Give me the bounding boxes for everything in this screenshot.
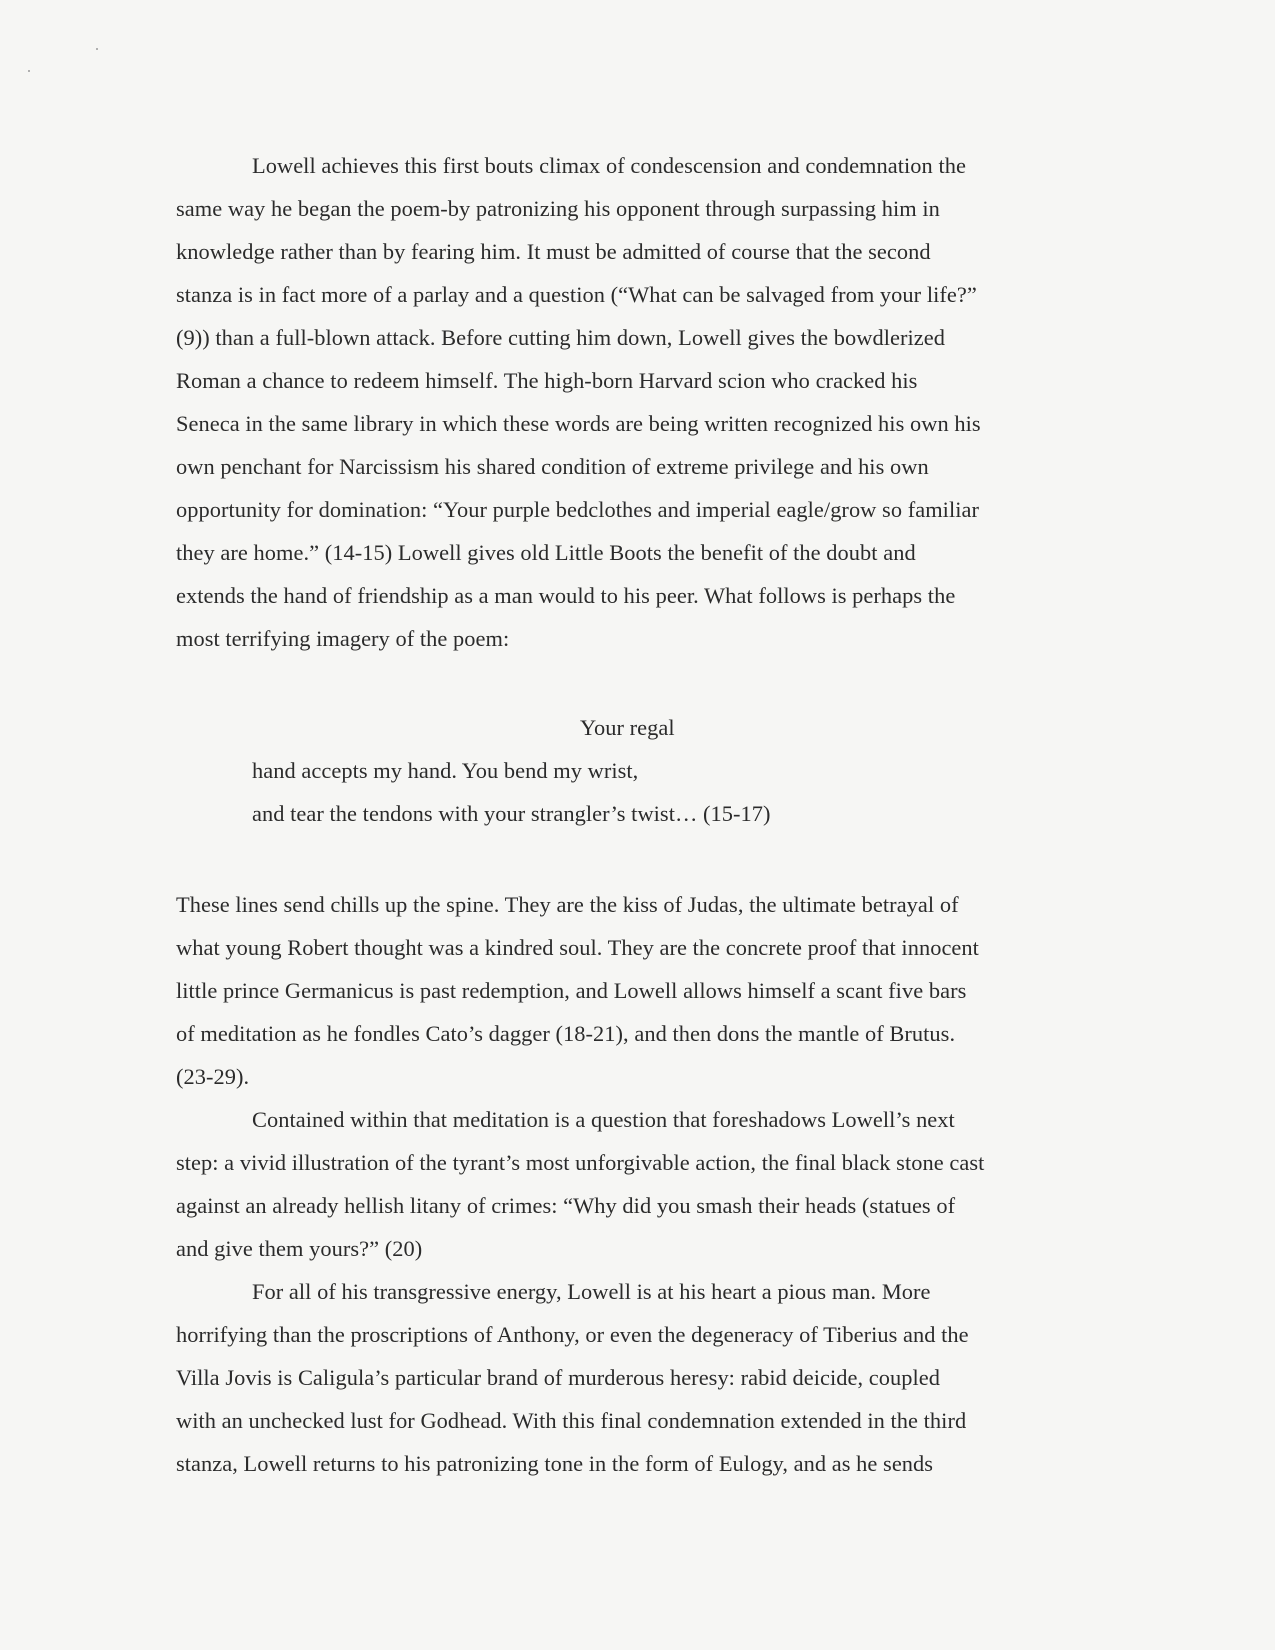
- quote-line: Your regal: [580, 715, 675, 740]
- paragraph-line: same way he began the poem-by patronizing his opponent through surpassing him in: [176, 196, 940, 221]
- paragraph-line: own penchant for Narcissism his shared condition of extreme privilege and his own: [176, 454, 929, 479]
- paragraph-line: Villa Jovis is Caligula’s particular brand of murderous heresy: rabid deicide, coupled: [176, 1365, 941, 1390]
- quote-line: and tear the tendons with your strangler’s twist… (15-17): [252, 801, 771, 826]
- paragraph-line: they are home.” (14-15) Lowell gives old Little Boots the benefit of the doubt and: [176, 540, 916, 565]
- paragraph-line: against an already hellish litany of crimes: “Why did you smash their heads (statues of: [176, 1193, 956, 1218]
- paragraph-line: knowledge rather than by fearing him. It must be admitted of course that the second: [176, 239, 931, 264]
- scan-speck: [28, 70, 30, 72]
- paragraph-line: of meditation as he fondles Cato’s dagger (18-21), and then dons the mantle of Brutus.: [176, 1021, 956, 1046]
- paragraph-line: stanza is in fact more of a parlay and a question (“What can be salvaged from your life?”: [176, 282, 977, 307]
- paragraph-line: with an unchecked lust for Godhead. With this final condemnation extended in the third: [176, 1408, 967, 1433]
- paragraph-line: Lowell achieves this first bouts climax of condescension and condemnation the: [252, 153, 966, 178]
- quote-line: hand accepts my hand. You bend my wrist,: [252, 758, 639, 783]
- paragraph-line: Seneca in the same library in which these words are being written recognized his own his: [176, 411, 981, 436]
- paragraph-line: step: a vivid illustration of the tyrant’s most unforgivable action, the final black stone cast: [176, 1150, 985, 1175]
- scan-speck: [96, 48, 98, 50]
- paragraph-line: extends the hand of friendship as a man would to his peer. What follows is perhaps the: [176, 583, 956, 608]
- paragraph-line: stanza, Lowell returns to his patronizing tone in the form of Eulogy, and as he sends: [176, 1451, 934, 1476]
- paragraph-line: horrifying than the proscriptions of Anthony, or even the degeneracy of Tiberius and the: [176, 1322, 969, 1347]
- paragraph-line: little prince Germanicus is past redemption, and Lowell allows himself a scant five bars: [176, 978, 967, 1003]
- paragraph-line: what young Robert thought was a kindred soul. They are the concrete proof that innocent: [176, 935, 979, 960]
- paragraph-line: opportunity for domination: “Your purple bedclothes and imperial eagle/grow so familiar: [176, 497, 979, 522]
- paragraph-line: (23-29).: [176, 1064, 250, 1089]
- paragraph-line: These lines send chills up the spine. They are the kiss of Judas, the ultimate betrayal of: [176, 892, 959, 917]
- paragraph-line: For all of his transgressive energy, Lowell is at his heart a pious man. More: [252, 1279, 931, 1304]
- paragraph-line: and give them yours?” (20): [176, 1236, 423, 1261]
- paragraph-line: Contained within that meditation is a question that foreshadows Lowell’s next: [252, 1107, 955, 1132]
- paragraph-line: Roman a chance to redeem himself. The high-born Harvard scion who cracked his: [176, 368, 918, 393]
- paragraph-line: (9)) than a full-blown attack. Before cutting him down, Lowell gives the bowdlerized: [176, 325, 945, 350]
- paragraph-line: most terrifying imagery of the poem:: [176, 626, 510, 651]
